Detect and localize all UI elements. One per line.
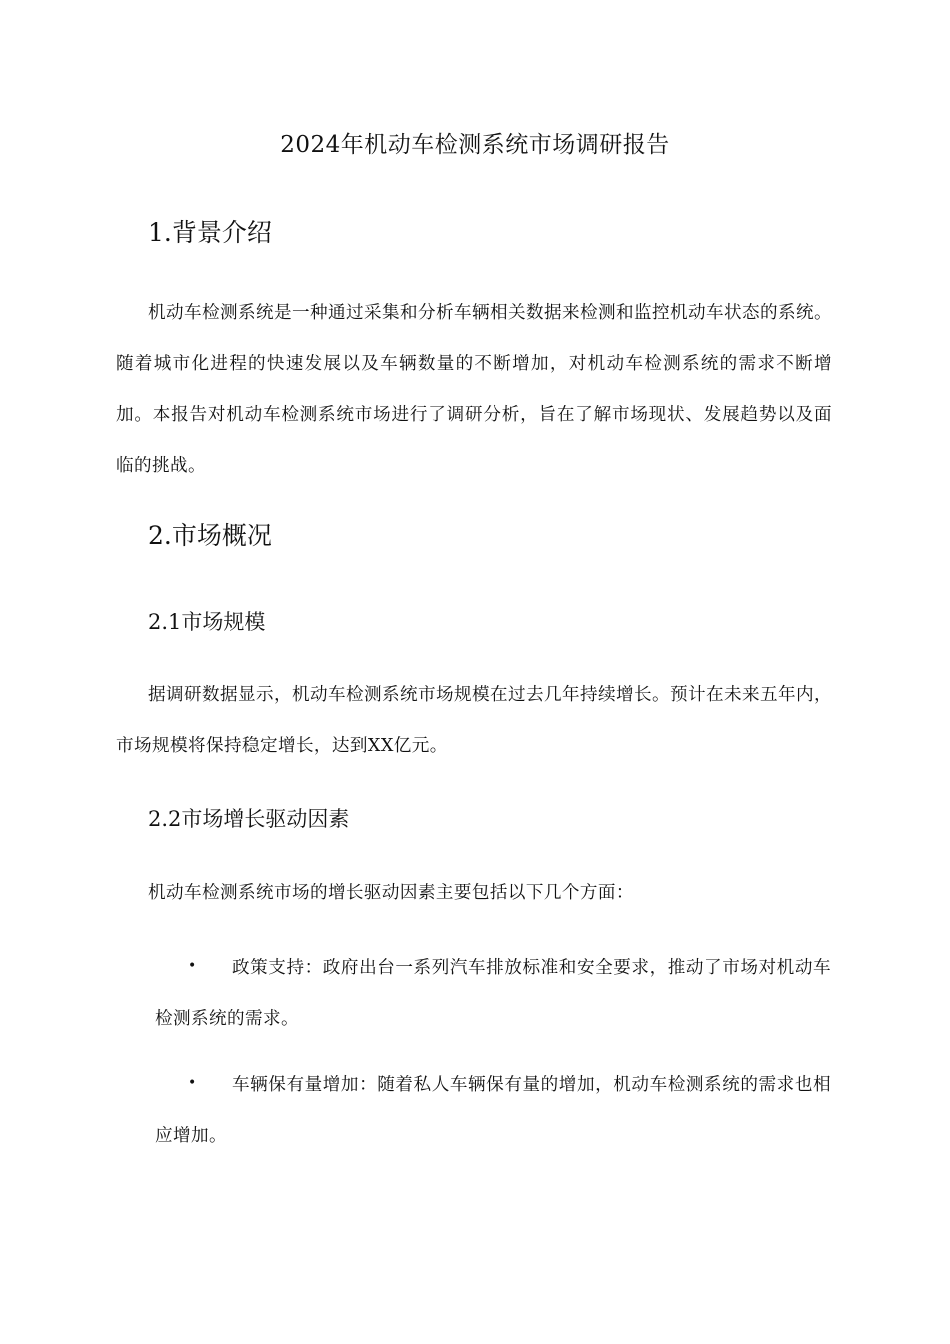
list-item <box>155 943 831 1045</box>
section-heading-market-overview: 2.市场概况 <box>148 521 272 550</box>
growth-drivers-intro: 机动车检测系统市场的增长驱动因素主要包括以下几个方面： <box>148 883 634 903</box>
subsection-heading-market-size: 2.1市场规模 <box>148 610 266 634</box>
subsection-heading-growth-drivers: 2.2市场增长驱动因素 <box>148 807 350 831</box>
section-heading-background: 1.背景介绍 <box>148 218 272 247</box>
bullet-icon: • <box>188 1075 197 1091</box>
document-title: 2024年机动车检测系统市场调研报告 <box>280 132 670 158</box>
list-item-text: 车辆保有量增加：随着私人车辆保有量的增加，机动车检测系统的需求也相应增加。 <box>155 1075 831 1146</box>
background-paragraph: 机动车检测系统是一种通过采集和分析车辆相关数据来检测和监控机动车状态的系统。随着城市化进程的快速发展以及车辆数量的不断增加，对机动车检测系统的需求不断增加。本报告对机动车检测系统市场进行了调研分析，旨在了解市场现状、发展趋势以及面临的挑战。 <box>116 303 832 476</box>
list-item-text: 政策支持：政府出台一系列汽车排放标准和安全要求，推动了市场对机动车检测系统的需求。 <box>155 958 831 1029</box>
market-size-paragraph: 据调研数据显示，机动车检测系统市场规模在过去几年持续增长。预计在未来五年内，市场规模将保持稳定增长，达到XX亿元。 <box>116 685 832 756</box>
list-item <box>155 1060 831 1162</box>
bullet-icon: • <box>188 958 197 974</box>
